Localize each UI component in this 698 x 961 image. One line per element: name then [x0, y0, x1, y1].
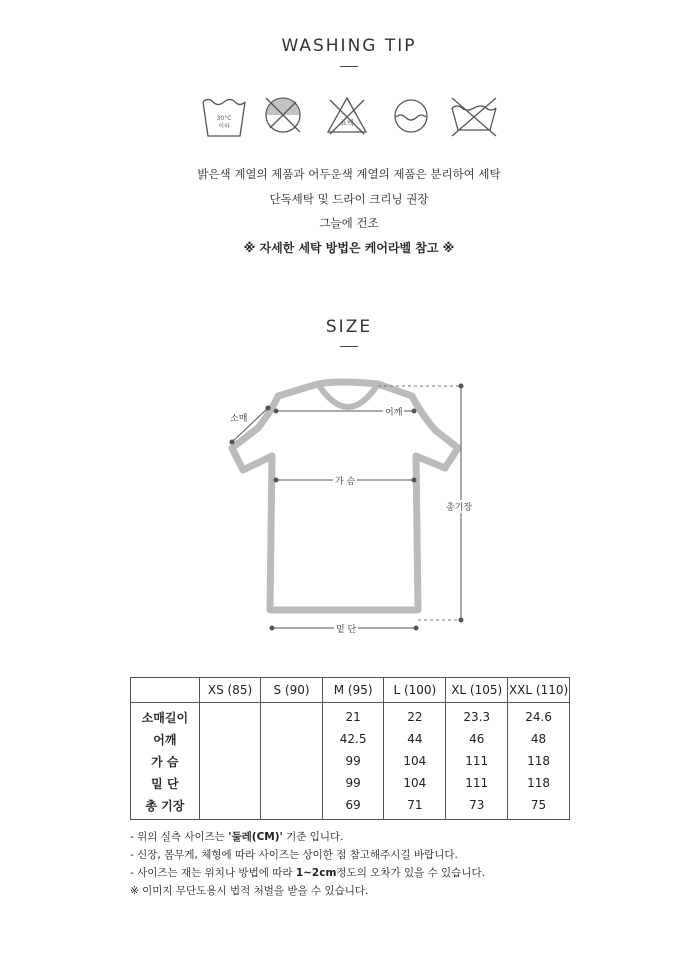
column-header: XXL (110) [508, 678, 570, 703]
table-row [131, 750, 570, 772]
wash-temp-text: 30°C [216, 115, 232, 122]
length-point [459, 384, 464, 389]
care-notice: ※ 자세한 세탁 방법은 케어라벨 참고 ※ [243, 241, 455, 255]
table-cell [199, 703, 261, 729]
bleach-text: 표백 [340, 119, 354, 127]
table-header-row [131, 678, 570, 703]
note-text: - 사이즈는 재는 위치나 방법에 따라 [130, 867, 296, 879]
note-text: - 신장, 몸무게, 체형에 따라 사이즈는 상이한 점 참고해주시길 바랍니다. [130, 849, 458, 861]
care-instruction: 단독세탁 및 드라이 크리닝 권장 [269, 192, 429, 206]
note-text: 정도의 오차가 있을 수 있습니다. [336, 867, 485, 879]
size-table [130, 677, 570, 820]
table-cell [261, 750, 323, 772]
table-cell: 46 [446, 728, 508, 750]
note-text: ※ 이미지 무단도용시 법적 처벌을 받을 수 있습니다. [130, 885, 369, 897]
care-instruction: 그늘에 건조 [319, 216, 379, 230]
no-iron-icon [448, 94, 500, 138]
table-cell: 71 [384, 794, 446, 820]
column-header: XL (105) [446, 678, 508, 703]
row-label: 밑 단 [151, 776, 179, 791]
table-row [131, 794, 570, 820]
no-tumble-dry-icon [262, 94, 304, 136]
table-cell: 99 [322, 750, 384, 772]
row-label: 어깨 [153, 732, 177, 747]
column-header: L (100) [384, 678, 446, 703]
table-cell: 44 [384, 728, 446, 750]
table-cell [261, 772, 323, 794]
sleeve-point [266, 406, 271, 411]
length-label: 총기장 [444, 500, 474, 513]
column-header: S (90) [261, 678, 323, 703]
care-icons [0, 92, 698, 144]
care-instruction: 밝은색 계열의 제품과 어두운색 계열의 제품은 분리하여 세탁 [197, 167, 501, 181]
table-cell [199, 794, 261, 820]
row-label: 가 슴 [151, 754, 179, 769]
tshirt-collar [318, 384, 378, 407]
table-cell [199, 750, 261, 772]
note-text: - 위의 실측 사이즈는 [130, 831, 229, 843]
table-cell: 73 [446, 794, 508, 820]
table-cell: 99 [322, 772, 384, 794]
table-row [131, 772, 570, 794]
table-cell: 69 [322, 794, 384, 820]
table-cell [199, 772, 261, 794]
table-row [131, 703, 570, 729]
table-cell: 104 [384, 772, 446, 794]
table-cell [199, 728, 261, 750]
size-note [130, 829, 344, 844]
title-underline [340, 346, 358, 347]
table-cell: 22 [384, 703, 446, 729]
note-text: 기준 입니다. [282, 831, 344, 843]
wash-30-icon [200, 94, 248, 140]
hem-point [414, 626, 419, 631]
length-point [459, 618, 464, 623]
table-cell: 42.5 [322, 728, 384, 750]
wash-limit-text: 이하 [218, 123, 230, 130]
note-emphasis: '둘레(CM)' [228, 831, 283, 843]
dry-flat-icon [391, 96, 431, 136]
table-cell: 48 [508, 728, 570, 750]
copyright-note [130, 883, 368, 898]
shoulder-point [274, 409, 279, 414]
row-label: 소매길이 [141, 710, 189, 725]
row-label: 총 기장 [145, 798, 185, 813]
title-underline [340, 66, 358, 67]
chest-point [412, 478, 417, 483]
size-note [130, 847, 458, 862]
note-emphasis: 1~2cm [295, 867, 337, 879]
chest-label: 가 슴 [333, 474, 357, 487]
table-cell [261, 703, 323, 729]
table-cell: 104 [384, 750, 446, 772]
table-cell: 24.6 [508, 703, 570, 729]
shoulder-label: 어깨 [383, 405, 404, 418]
sleeve-point [230, 440, 235, 445]
table-cell: 23.3 [446, 703, 508, 729]
no-bleach-icon [324, 94, 370, 136]
table-cell: 111 [446, 772, 508, 794]
hem-label: 밑 단 [334, 622, 358, 635]
sleeve-label: 소매 [228, 411, 249, 424]
hem-point [270, 626, 275, 631]
table-cell: 75 [508, 794, 570, 820]
table-cell: 118 [508, 772, 570, 794]
table-row [131, 728, 570, 750]
tshirt-outline [232, 382, 458, 610]
table-cell [261, 794, 323, 820]
table-cell: 118 [508, 750, 570, 772]
column-header [131, 678, 200, 703]
shoulder-point [412, 409, 417, 414]
column-header: M (95) [322, 678, 384, 703]
washing-tip-title: WASHING TIP [281, 36, 417, 56]
table-cell: 21 [322, 703, 384, 729]
size-note [130, 865, 485, 880]
column-header: XS (85) [199, 678, 261, 703]
table-cell [261, 728, 323, 750]
table-cell: 111 [446, 750, 508, 772]
size-title: SIZE [325, 317, 373, 337]
chest-point [274, 478, 279, 483]
